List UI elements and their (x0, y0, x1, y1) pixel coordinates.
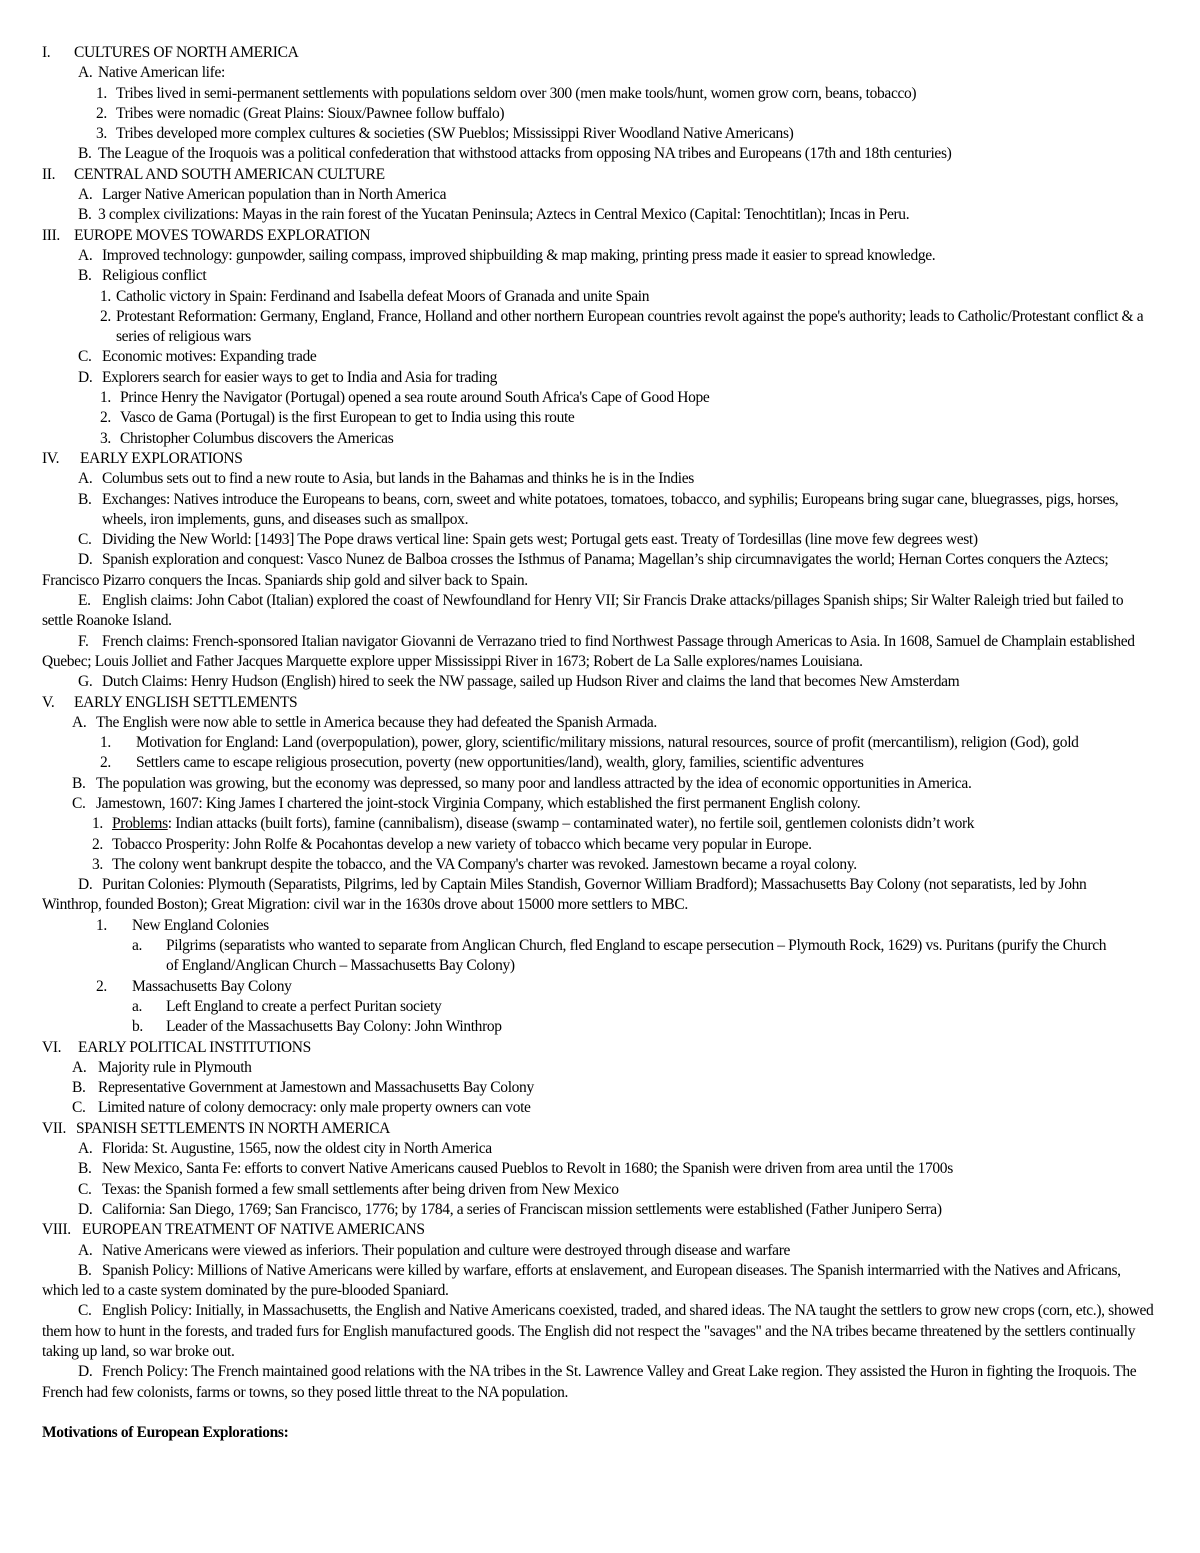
item-letter: B. (72, 1079, 86, 1097)
item-text: The population was growing, but the economy was depressed, so many poor and landless attracted by the idea of economic opportunities in America. (96, 774, 972, 792)
subitem-text: Tribes lived in semi-permanent settlements with populations seldom over 300 (men make tools/hunt, women grow corn, beans, tobacco) (116, 84, 917, 102)
item-text: Native American life: (98, 64, 225, 82)
item-text: Florida: St. Augustine, 1565, now the oldest city in North America (102, 1140, 492, 1158)
item-text: Spanish Policy: Millions of Native Americans were killed by warfare, efforts at enslavement, and European diseases. The Spanish intermarried with the Natives and Africans, which led to a caste system dominated by the pure-blooded Spaniard. (42, 1261, 1121, 1300)
item-text: Improved technology: gunpowder, sailing compass, improved shipbuilding & map making, printing press made it easier to spread knowledge. (102, 246, 936, 264)
section-title: EARLY POLITICAL INSTITUTIONS (78, 1038, 311, 1056)
item-letter: D. (78, 368, 93, 386)
item-text: English claims: John Cabot (Italian) explored the coast of Newfoundland for Henry VII; Sir Francis Drake attacks/pillages Spanish ships; Sir Walter Raleigh tried but failed to settle Roanoke Island. (42, 592, 1124, 630)
section-numeral: VI. (42, 1038, 62, 1056)
subitem-text: Protestant Reformation: Germany, England, France, Holland and other northern European countries revolt against the pope's authority; leads to Catholic/Protestant conflict & a series of religious wars (116, 307, 1144, 346)
subitem-number: 2. (100, 409, 111, 427)
item-letter: B. (72, 774, 86, 792)
item-letter: A. (72, 713, 87, 731)
section-heading (0, 693, 1200, 713)
subitem-number: 1. (96, 84, 107, 102)
item-letter: D. (78, 876, 93, 894)
outline-subitem (0, 307, 1146, 348)
outline-item (0, 1058, 1200, 1078)
subitem-number: 1. (100, 389, 111, 407)
section-heading (0, 1119, 1200, 1139)
item-letter: A. (78, 186, 93, 204)
item-letter: D. (78, 551, 93, 569)
outline-item (0, 266, 1200, 286)
subitem-text: Tribes developed more complex cultures & societies (SW Pueblos; Mississippi River Woodland Native Americans) (116, 125, 794, 143)
outline-subitem (0, 835, 1200, 855)
item-text: Texas: the Spanish formed a few small settlements after being driven from New Mexico (102, 1180, 619, 1198)
item-text: California: San Diego, 1769; San Francisco, 1776; by 1784, a series of Franciscan mission settlements were established (Father Junipero Serra) (102, 1200, 942, 1218)
section-heading (0, 165, 1200, 185)
outline-item (0, 144, 1200, 164)
outline-item (0, 368, 1200, 388)
item-letter: F. (78, 632, 89, 650)
item-letter: C. (78, 1302, 92, 1320)
outline-item (0, 1139, 1200, 1159)
outline-subitem (0, 287, 1200, 307)
subitem-text: Massachusetts Bay Colony (132, 977, 292, 995)
item-letter: A. (78, 246, 93, 264)
item-text: Jamestown, 1607: King James I chartered the joint-stock Virginia Company, which established the first permanent English colony. (96, 794, 861, 812)
subitem-number: 2. (96, 104, 107, 122)
item-letter: B. (78, 267, 92, 285)
item-letter: D. (78, 1200, 93, 1218)
outline-item (0, 1241, 1200, 1261)
subitem-text: Prince Henry the Navigator (Portugal) opened a sea route around South Africa's Cape of Good Hope (120, 389, 710, 407)
section-title: EUROPEAN TREATMENT OF NATIVE AMERICANS (82, 1221, 425, 1239)
item-letter: B. (78, 206, 92, 224)
item-letter: B. (78, 1160, 92, 1178)
outline-item (0, 205, 1200, 225)
subitem-text: Catholic victory in Spain: Ferdinand and Isabella defeat Moors of Granada and unite Spain (116, 287, 650, 305)
item-text: French claims: French-sponsored Italian navigator Giovanni de Verrazano tried to find Northwest Passage through Americas to Asia. In 1608, Samuel de Champlain established Quebec; Louis Jolliet and Father Jacques Marquette explore upper Mississippi River in 1673; Robert de La Salle explores/names Louisiana. (42, 632, 1135, 670)
subitem-text: : Indian attacks (built forts), famine (cannibalism), disease (swamp – contaminated water), no fertile soil, gentlemen colonists didn’t work (167, 815, 975, 833)
subitem-number: 2. (92, 835, 103, 853)
subsubitem-text: Pilgrims (separatists who wanted to separate from Anglican Church, fled England to escape persecution – Plymouth Rock, 1629) vs. Puritans (purify the Church of England/Anglican Church – Massachusetts Bay Colony) (166, 937, 1107, 975)
outline-item (0, 1159, 1200, 1179)
outline-item (0, 713, 1200, 733)
section-title: EARLY EXPLORATIONS (80, 449, 243, 467)
section-title: EUROPE MOVES TOWARDS EXPLORATION (74, 226, 371, 244)
outline-item (0, 1362, 1157, 1403)
outline-subitem (0, 104, 1200, 124)
outline-subitem (0, 916, 1200, 936)
item-letter: C. (72, 794, 86, 812)
subitem-number: 1. (92, 815, 103, 833)
outline-item (0, 246, 1200, 266)
item-text: Dividing the New World: [1493] The Pope draws vertical line: Spain gets west; Portugal gets east. Treaty of Tordesillas (line move few degrees west) (102, 531, 978, 549)
footer-heading: Motivations of European Explorations: (42, 1423, 289, 1441)
item-text: Majority rule in Plymouth (98, 1058, 252, 1076)
item-text: Columbus sets out to find a new route to Asia, but lands in the Bahamas and thinks he is in the Indies (102, 470, 694, 488)
item-letter: B. (78, 1261, 92, 1279)
outline-item (0, 347, 1200, 367)
item-letter: C. (78, 1180, 92, 1198)
subitem-number: 3. (92, 855, 103, 873)
item-text: Representative Government at Jamestown and Massachusetts Bay Colony (98, 1079, 534, 1097)
outline-item (0, 1301, 1157, 1362)
outline-item (0, 550, 1122, 591)
section-title: CULTURES OF NORTH AMERICA (74, 44, 299, 61)
item-text: Dutch Claims: Henry Hudson (English) hired to seek the NW passage, sailed up Hudson River and claims the land that becomes New Amsterdam (102, 673, 960, 691)
outline-item (0, 672, 1200, 692)
section-numeral: I. (42, 44, 51, 61)
subitem-text: Settlers came to escape religious prosecution, poverty (new opportunities/land), wealth, glory, families, scientific adventures (136, 754, 864, 772)
outline-subitem (0, 855, 1200, 875)
outline-subitem (0, 814, 1200, 834)
item-text: Exchanges: Natives introduce the Europeans to beans, corn, sweet and white potatoes, tomatoes, tobacco, and syphilis; Europeans bring sugar cane, bluegrasses, pigs, horses, wheels, iron implements, guns, and diseases such as smallpox. (102, 490, 1119, 528)
item-letter: G. (78, 673, 93, 691)
subitem-text: New England Colonies (132, 916, 269, 934)
section-title: EARLY ENGLISH SETTLEMENTS (74, 693, 298, 711)
section-title: SPANISH SETTLEMENTS IN NORTH AMERICA (76, 1119, 391, 1137)
outline-subitem (0, 388, 1200, 408)
outline-subsubitem (0, 936, 1116, 977)
item-text: Spanish exploration and conquest: Vasco Nunez de Balboa crosses the Isthmus of Panama; Magellan’s ship circumnavigates the world; Hernan Cortes conquers the Aztecs; Francisco Pizarro conquers the Incas. Spaniards ship gold and silver back to Spain. (42, 551, 1109, 589)
outline-item (0, 774, 1200, 794)
item-letter: A. (78, 470, 93, 488)
item-letter: A. (78, 1140, 93, 1158)
subitem-number: 3. (100, 429, 111, 447)
item-text: 3 complex civilizations: Mayas in the rain forest of the Yucatan Peninsula; Aztecs in Central Mexico (Capital: Tenochtitlan); Incas in Peru. (98, 206, 910, 224)
outline-document (0, 43, 1200, 1443)
subitem-number: 1. (100, 287, 111, 305)
item-text: French Policy: The French maintained good relations with the NA tribes in the St. Lawrence Valley and Great Lake region. They assisted the Huron in fighting the Iroquois. The French had few colonists, farms or towns, so they posed little threat to the NA population. (42, 1363, 1137, 1401)
spacer (0, 1403, 1200, 1423)
item-text: English Policy: Initially, in Massachusetts, the English and Native Americans coexisted, traded, and shared ideas. The NA taught the settlers to grow new crops (corn, etc.), showed them how to hunt in the forests, and traded furs for English manufactured goods. The English did not respect the "savages" and the NA tribes became threatened by the settlers continually taking up land, so war broke out. (42, 1302, 1154, 1360)
outline-subitem (0, 124, 1200, 144)
outline-item (0, 591, 1152, 632)
subsubitem-mark: a. (132, 997, 143, 1015)
outline-item (0, 875, 1132, 916)
subitem-text: Christopher Columbus discovers the Americas (120, 429, 394, 447)
item-text: Religious conflict (102, 267, 207, 285)
outline-subitem (0, 977, 1200, 997)
outline-subitem (0, 733, 1146, 753)
item-letter: C. (72, 1099, 86, 1117)
item-letter: B. (78, 490, 92, 508)
outline-item (0, 794, 1200, 814)
item-text: Native Americans were viewed as inferiors. Their population and culture were destroyed through disease and warfare (102, 1241, 791, 1259)
outline-item (0, 469, 1200, 489)
subitem-number: 1. (96, 916, 107, 934)
outline-item (0, 63, 1200, 83)
item-text: New Mexico, Santa Fe: efforts to convert Native Americans caused Pueblos to Revolt in 1680; the Spanish were driven from area until the 1700s (102, 1160, 953, 1178)
subitem-text: Tribes were nomadic (Great Plains: Sioux/Pawnee follow buffalo) (116, 104, 505, 122)
outline-item (0, 1180, 1200, 1200)
outline-item (0, 1200, 1200, 1220)
section-numeral: IV. (42, 449, 60, 467)
outline-item (0, 632, 1157, 673)
section-heading (0, 449, 1200, 469)
subsubitem-text: Leader of the Massachusetts Bay Colony: John Winthrop (166, 1018, 502, 1036)
outline-item (0, 185, 1200, 205)
item-text: Explorers search for easier ways to get to India and Asia for trading (102, 368, 498, 386)
subitem-number: 2. (100, 307, 111, 325)
section-numeral: VIII. (42, 1221, 71, 1239)
subitem-text: Vasco de Gama (Portugal) is the first European to get to India using this route (120, 409, 575, 427)
item-letter: C. (78, 348, 92, 366)
outline-subitem (0, 408, 1200, 428)
item-text: Larger Native American population than in North America (102, 186, 447, 204)
outline-item (0, 1261, 1157, 1302)
section-heading (0, 1220, 1200, 1240)
item-letter: E. (78, 592, 91, 610)
outline-subitem (0, 84, 1200, 104)
section-numeral: III. (42, 226, 60, 244)
outline-item (0, 1078, 1200, 1098)
item-text: Economic motives: Expanding trade (102, 348, 317, 366)
subitem-number: 2. (100, 754, 111, 772)
section-heading (0, 43, 1200, 63)
subitem-text: Tobacco Prosperity: John Rolfe & Pocahontas develop a new variety of tobacco which became very popular in Europe. (112, 835, 812, 853)
item-text: The League of the Iroquois was a political confederation that withstood attacks from opposing NA tribes and Europeans (17th and 18th centuries) (98, 145, 952, 163)
item-letter: A. (78, 64, 93, 82)
item-text: The English were now able to settle in America because they had defeated the Spanish Armada. (96, 713, 657, 731)
subsubitem-text: Left England to create a perfect Puritan society (166, 997, 442, 1015)
section-numeral: V. (42, 693, 55, 711)
item-letter: B. (78, 145, 92, 163)
item-letter: D. (78, 1363, 93, 1381)
subitem-number: 2. (96, 977, 107, 995)
section-numeral: VII. (42, 1119, 66, 1137)
subitem-text: Motivation for England: Land (overpopulation), power, glory, scientific/military missions, natural resources, source of profit (mercantilism), religion (God), gold (136, 734, 1079, 752)
subitem-number: 3. (96, 125, 107, 143)
outline-subitem (0, 429, 1200, 449)
outline-subsubitem (0, 1017, 1200, 1037)
outline-item (0, 490, 1152, 531)
item-letter: C. (78, 531, 92, 549)
outline-subsubitem (0, 997, 1200, 1017)
item-text: Puritan Colonies: Plymouth (Separatists, Pilgrims, led by Captain Miles Standish, Governor William Bradford); Massachusetts Bay Colony (not separatists, led by John Winthrop, founded Boston); Great Migration: civil war in the 1630s drove about 15000 more settlers to MBC. (42, 876, 1087, 914)
subitem-label: Problems (112, 815, 168, 833)
subitem-number: 1. (100, 734, 111, 752)
section-heading (0, 226, 1200, 246)
outline-item (0, 1098, 1200, 1118)
subsubitem-mark: a. (132, 937, 143, 955)
subitem-text: The colony went bankrupt despite the tobacco, and the VA Company's charter was revoked. Jamestown became a royal colony. (112, 855, 857, 873)
item-letter: A. (78, 1241, 93, 1259)
outline-item (0, 530, 1122, 550)
subsubitem-mark: b. (132, 1018, 143, 1036)
item-text: Limited nature of colony democracy: only male property owners can vote (98, 1099, 531, 1117)
section-title: CENTRAL AND SOUTH AMERICAN CULTURE (74, 165, 385, 183)
item-letter: A. (72, 1058, 87, 1076)
outline-subitem (0, 753, 1200, 773)
section-numeral: II. (42, 165, 56, 183)
section-heading (0, 1038, 1200, 1058)
